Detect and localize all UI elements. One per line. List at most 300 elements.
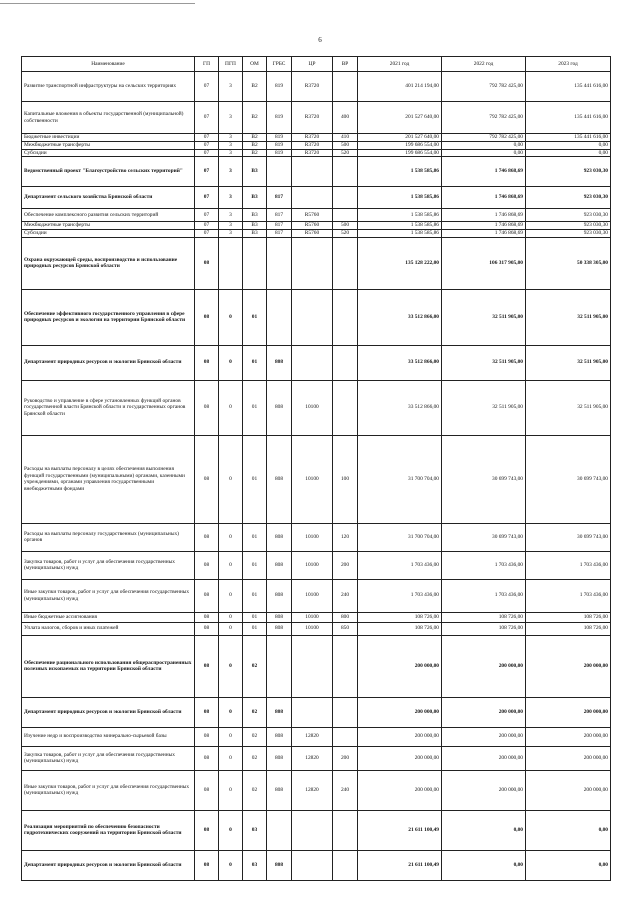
row-amount-2023: 32 511 905,00 bbox=[526, 380, 611, 435]
col-header-2022: 2022 год bbox=[442, 57, 526, 72]
row-gp: 07 bbox=[195, 209, 219, 222]
row-cr: R5760 bbox=[292, 209, 333, 222]
table-row bbox=[22, 289, 611, 345]
row-cr: 10100 bbox=[292, 380, 333, 435]
row-name: Обеспечение эффективного государственного управления в сфере природных ресурсов и экологии на территории Брянской области bbox=[22, 289, 195, 345]
row-gp: 08 bbox=[195, 697, 219, 727]
row-name: Межбюджетные трансферты bbox=[22, 222, 195, 230]
row-amount-2023: 923 030,30 bbox=[526, 230, 611, 238]
table-row bbox=[22, 850, 611, 880]
row-grbs: 808 bbox=[267, 727, 292, 746]
row-grbs: 808 bbox=[267, 579, 292, 612]
row-grbs: 808 bbox=[267, 746, 292, 770]
row-amount-2022: 1 746 868,69 bbox=[442, 222, 526, 230]
row-grbs: 819 bbox=[267, 141, 292, 149]
row-cr: 10100 bbox=[292, 612, 333, 622]
row-amount-2022: 200 000,00 bbox=[442, 727, 526, 746]
row-amount-2022: 30 699 743,00 bbox=[442, 435, 526, 523]
row-om bbox=[243, 237, 267, 289]
col-header-pgp: ПГП bbox=[219, 57, 243, 72]
row-grbs: 808 bbox=[267, 850, 292, 880]
table-row bbox=[22, 102, 611, 134]
row-amount-2022: 108 726,00 bbox=[442, 622, 526, 635]
row-vr: 410 bbox=[333, 134, 358, 142]
col-header-grbs: ГРБС bbox=[267, 57, 292, 72]
table-row bbox=[22, 222, 611, 230]
row-amount-2021: 200 000,00 bbox=[358, 727, 442, 746]
row-gp: 08 bbox=[195, 810, 219, 850]
row-name: Расходы на выплаты персоналу государственных (муниципальных) органов bbox=[22, 523, 195, 551]
row-grbs: 817 bbox=[267, 230, 292, 238]
row-grbs: 819 bbox=[267, 72, 292, 102]
table-row bbox=[22, 770, 611, 810]
row-pgp: 0 bbox=[219, 727, 243, 746]
row-om: 02 bbox=[243, 727, 267, 746]
row-amount-2022: 106 317 905,00 bbox=[442, 237, 526, 289]
row-vr: 500 bbox=[333, 222, 358, 230]
table-row bbox=[22, 622, 611, 635]
row-gp: 08 bbox=[195, 622, 219, 635]
table-row bbox=[22, 141, 611, 149]
row-vr bbox=[333, 289, 358, 345]
row-pgp: 0 bbox=[219, 435, 243, 523]
row-amount-2021: 31 700 704,00 bbox=[358, 435, 442, 523]
row-gp: 08 bbox=[195, 579, 219, 612]
row-vr bbox=[333, 697, 358, 727]
row-amount-2023: 923 030,30 bbox=[526, 157, 611, 187]
row-gp: 08 bbox=[195, 523, 219, 551]
table-row bbox=[22, 134, 611, 142]
row-pgp: 3 bbox=[219, 187, 243, 209]
row-pgp: 0 bbox=[219, 635, 243, 697]
row-amount-2021: 1 538 585,86 bbox=[358, 230, 442, 238]
row-gp: 07 bbox=[195, 72, 219, 102]
row-name: Субсидии bbox=[22, 230, 195, 238]
table-row bbox=[22, 230, 611, 238]
row-amount-2021: 1 703 436,00 bbox=[358, 579, 442, 612]
row-vr: 200 bbox=[333, 746, 358, 770]
row-amount-2021: 21 611 100,49 bbox=[358, 810, 442, 850]
row-amount-2022: 1 703 436,00 bbox=[442, 551, 526, 579]
row-vr: 240 bbox=[333, 579, 358, 612]
row-om: В3 bbox=[243, 222, 267, 230]
row-pgp: 0 bbox=[219, 523, 243, 551]
table-row bbox=[22, 157, 611, 187]
row-amount-2023: 200 000,00 bbox=[526, 770, 611, 810]
row-amount-2022: 200 000,00 bbox=[442, 697, 526, 727]
row-cr: R3720 bbox=[292, 149, 333, 157]
row-pgp: 0 bbox=[219, 697, 243, 727]
row-gp: 08 bbox=[195, 746, 219, 770]
row-cr: R3720 bbox=[292, 134, 333, 142]
row-name: Реализация мероприятий по обеспечению безопасности гидротехнических сооружений на территории Брянской области bbox=[22, 810, 195, 850]
row-amount-2021: 135 128 222,00 bbox=[358, 237, 442, 289]
row-gp: 08 bbox=[195, 612, 219, 622]
row-om: 01 bbox=[243, 612, 267, 622]
row-gp: 08 bbox=[195, 237, 219, 289]
row-vr bbox=[333, 157, 358, 187]
row-pgp: 3 bbox=[219, 72, 243, 102]
row-gp: 07 bbox=[195, 149, 219, 157]
row-om: 02 bbox=[243, 746, 267, 770]
row-amount-2021: 200 000,00 bbox=[358, 746, 442, 770]
row-grbs bbox=[267, 289, 292, 345]
row-gp: 08 bbox=[195, 380, 219, 435]
row-name: Бюджетные инвестиции bbox=[22, 134, 195, 142]
row-pgp: 3 bbox=[219, 157, 243, 187]
row-amount-2023: 923 030,30 bbox=[526, 222, 611, 230]
table-row bbox=[22, 345, 611, 380]
row-amount-2022: 32 511 905,00 bbox=[442, 345, 526, 380]
table-row bbox=[22, 149, 611, 157]
row-amount-2023: 0,00 bbox=[526, 149, 611, 157]
row-amount-2023: 50 338 305,00 bbox=[526, 237, 611, 289]
row-name: Департамент сельского хозяйства Брянской области bbox=[22, 187, 195, 209]
row-gp: 07 bbox=[195, 230, 219, 238]
row-amount-2023: 923 030,30 bbox=[526, 209, 611, 222]
row-cr bbox=[292, 157, 333, 187]
row-cr: R5760 bbox=[292, 222, 333, 230]
row-amount-2022: 200 000,00 bbox=[442, 635, 526, 697]
budget-table bbox=[21, 56, 611, 881]
row-amount-2022: 108 726,00 bbox=[442, 612, 526, 622]
row-pgp: 3 bbox=[219, 230, 243, 238]
row-gp: 07 bbox=[195, 102, 219, 134]
row-om: В2 bbox=[243, 149, 267, 157]
row-amount-2021: 200 000,00 bbox=[358, 635, 442, 697]
row-amount-2022: 0,00 bbox=[442, 850, 526, 880]
table-body bbox=[22, 72, 611, 881]
row-cr: R3720 bbox=[292, 141, 333, 149]
row-grbs bbox=[267, 237, 292, 289]
row-cr: 10100 bbox=[292, 579, 333, 612]
row-vr bbox=[333, 380, 358, 435]
row-om: В2 bbox=[243, 102, 267, 134]
row-amount-2023: 135 441 616,00 bbox=[526, 134, 611, 142]
row-amount-2022: 792 782 425,00 bbox=[442, 72, 526, 102]
row-pgp: 3 bbox=[219, 149, 243, 157]
row-grbs bbox=[267, 157, 292, 187]
row-amount-2022: 32 511 905,00 bbox=[442, 380, 526, 435]
row-vr: 520 bbox=[333, 149, 358, 157]
row-grbs: 808 bbox=[267, 622, 292, 635]
row-amount-2021: 33 512 866,00 bbox=[358, 289, 442, 345]
row-om: 02 bbox=[243, 697, 267, 727]
row-amount-2023: 108 726,00 bbox=[526, 612, 611, 622]
row-name: Иные закупки товаров, работ и услуг для обеспечения государственных (муниципальных) нужд bbox=[22, 579, 195, 612]
row-amount-2023: 0,00 bbox=[526, 850, 611, 880]
row-amount-2022: 1 746 868,69 bbox=[442, 209, 526, 222]
row-gp: 08 bbox=[195, 770, 219, 810]
row-amount-2023: 1 703 436,00 bbox=[526, 551, 611, 579]
row-amount-2021: 199 686 554,00 bbox=[358, 149, 442, 157]
row-name: Расходы на выплаты персоналу в целях обеспечения выполнения функций государственными (муниципальными) органами, казенными учреждениями, органами управления государственными внебюджетными фондами bbox=[22, 435, 195, 523]
row-cr bbox=[292, 810, 333, 850]
row-gp: 07 bbox=[195, 134, 219, 142]
row-pgp: 3 bbox=[219, 102, 243, 134]
row-vr bbox=[333, 237, 358, 289]
row-amount-2022: 0,00 bbox=[442, 149, 526, 157]
row-name: Охрана окружающей среды, воспроизводство и использование природных ресурсов Брянской области bbox=[22, 237, 195, 289]
row-om: 03 bbox=[243, 850, 267, 880]
row-amount-2023: 32 511 905,00 bbox=[526, 289, 611, 345]
row-vr bbox=[333, 187, 358, 209]
row-om: 01 bbox=[243, 435, 267, 523]
table-header-row bbox=[22, 57, 611, 72]
row-vr: 100 bbox=[333, 435, 358, 523]
row-om: В3 bbox=[243, 230, 267, 238]
row-om: 03 bbox=[243, 810, 267, 850]
row-amount-2023: 923 030,30 bbox=[526, 187, 611, 209]
row-gp: 07 bbox=[195, 222, 219, 230]
row-amount-2023: 30 699 743,00 bbox=[526, 435, 611, 523]
row-amount-2023: 200 000,00 bbox=[526, 746, 611, 770]
row-cr: 12820 bbox=[292, 727, 333, 746]
table-row bbox=[22, 746, 611, 770]
row-amount-2022: 1 703 436,00 bbox=[442, 579, 526, 612]
row-om: 01 bbox=[243, 380, 267, 435]
row-gp: 07 bbox=[195, 141, 219, 149]
row-om: 01 bbox=[243, 289, 267, 345]
col-header-om: ОМ bbox=[243, 57, 267, 72]
row-amount-2022: 1 746 868,69 bbox=[442, 157, 526, 187]
row-amount-2021: 33 512 866,00 bbox=[358, 345, 442, 380]
row-amount-2021: 21 611 100,49 bbox=[358, 850, 442, 880]
row-cr bbox=[292, 345, 333, 380]
row-gp: 07 bbox=[195, 157, 219, 187]
row-gp: 08 bbox=[195, 727, 219, 746]
row-gp: 08 bbox=[195, 635, 219, 697]
row-name: Субсидии bbox=[22, 149, 195, 157]
row-amount-2022: 1 746 868,69 bbox=[442, 187, 526, 209]
col-header-vr: ВР bbox=[333, 57, 358, 72]
row-grbs: 819 bbox=[267, 149, 292, 157]
row-cr bbox=[292, 187, 333, 209]
row-cr: 12820 bbox=[292, 746, 333, 770]
row-vr: 850 bbox=[333, 622, 358, 635]
row-gp: 07 bbox=[195, 187, 219, 209]
row-pgp: 0 bbox=[219, 380, 243, 435]
row-amount-2023: 200 000,00 bbox=[526, 635, 611, 697]
row-gp: 08 bbox=[195, 435, 219, 523]
row-name: Уплата налогов, сборов и иных платежей bbox=[22, 622, 195, 635]
row-amount-2022: 200 000,00 bbox=[442, 746, 526, 770]
row-vr bbox=[333, 635, 358, 697]
table-row bbox=[22, 635, 611, 697]
row-gp: 08 bbox=[195, 850, 219, 880]
row-om: В3 bbox=[243, 187, 267, 209]
row-name: Иные бюджетные ассигнования bbox=[22, 612, 195, 622]
col-header-gp: ГП bbox=[195, 57, 219, 72]
row-amount-2023: 200 000,00 bbox=[526, 727, 611, 746]
row-om: В3 bbox=[243, 209, 267, 222]
row-amount-2023: 135 441 616,00 bbox=[526, 72, 611, 102]
row-grbs: 819 bbox=[267, 102, 292, 134]
row-grbs: 817 bbox=[267, 187, 292, 209]
row-cr bbox=[292, 697, 333, 727]
row-vr: 520 bbox=[333, 230, 358, 238]
row-vr: 120 bbox=[333, 523, 358, 551]
row-amount-2021: 1 538 585,86 bbox=[358, 157, 442, 187]
top-rule bbox=[0, 3, 195, 4]
row-grbs: 817 bbox=[267, 222, 292, 230]
row-amount-2022: 30 699 743,00 bbox=[442, 523, 526, 551]
row-vr: 800 bbox=[333, 612, 358, 622]
row-pgp: 0 bbox=[219, 746, 243, 770]
row-pgp: 0 bbox=[219, 810, 243, 850]
table-row bbox=[22, 810, 611, 850]
row-gp: 08 bbox=[195, 551, 219, 579]
row-cr: 10100 bbox=[292, 523, 333, 551]
row-cr bbox=[292, 635, 333, 697]
row-om: 01 bbox=[243, 551, 267, 579]
row-pgp: 0 bbox=[219, 622, 243, 635]
row-name: Департамент природных ресурсов и экологии Брянской области bbox=[22, 345, 195, 380]
row-amount-2023: 0,00 bbox=[526, 810, 611, 850]
row-pgp: 3 bbox=[219, 141, 243, 149]
row-pgp: 0 bbox=[219, 612, 243, 622]
table-row bbox=[22, 612, 611, 622]
row-amount-2021: 1 538 585,86 bbox=[358, 187, 442, 209]
row-grbs: 819 bbox=[267, 134, 292, 142]
table-row bbox=[22, 237, 611, 289]
row-om: 01 bbox=[243, 523, 267, 551]
row-pgp bbox=[219, 237, 243, 289]
row-grbs: 817 bbox=[267, 209, 292, 222]
row-name: Руководство и управление в сфере установленных функций органов государственной власти Брянской области и государственных органов Брянской области bbox=[22, 380, 195, 435]
row-grbs bbox=[267, 810, 292, 850]
col-header-2021: 2021 год bbox=[358, 57, 442, 72]
row-name: Закупка товаров, работ и услуг для обеспечения государственных (муниципальных) нужд bbox=[22, 746, 195, 770]
row-name: Ведомственный проект "Благоустройство сельских территорий" bbox=[22, 157, 195, 187]
row-amount-2021: 1 538 585,86 bbox=[358, 209, 442, 222]
row-grbs: 808 bbox=[267, 345, 292, 380]
row-cr: 12820 bbox=[292, 770, 333, 810]
row-amount-2021: 31 700 704,00 bbox=[358, 523, 442, 551]
table-row bbox=[22, 579, 611, 612]
row-grbs: 808 bbox=[267, 380, 292, 435]
row-amount-2022: 792 782 425,00 bbox=[442, 134, 526, 142]
row-amount-2021: 108 726,00 bbox=[358, 612, 442, 622]
row-amount-2023: 1 703 436,00 bbox=[526, 579, 611, 612]
table-row bbox=[22, 435, 611, 523]
row-name: Закупка товаров, работ и услуг для обеспечения государственных (муниципальных) нужд bbox=[22, 551, 195, 579]
table-row bbox=[22, 697, 611, 727]
row-amount-2021: 1 538 585,86 bbox=[358, 222, 442, 230]
row-gp: 08 bbox=[195, 345, 219, 380]
row-amount-2023: 32 511 905,00 bbox=[526, 345, 611, 380]
row-cr: R5760 bbox=[292, 230, 333, 238]
row-om: В2 bbox=[243, 134, 267, 142]
row-amount-2023: 30 699 743,00 bbox=[526, 523, 611, 551]
row-amount-2022: 200 000,00 bbox=[442, 770, 526, 810]
row-name: Иные закупки товаров, работ и услуг для обеспечения государственных (муниципальных) нужд bbox=[22, 770, 195, 810]
row-amount-2023: 108 726,00 bbox=[526, 622, 611, 635]
row-pgp: 3 bbox=[219, 222, 243, 230]
row-amount-2021: 199 686 554,00 bbox=[358, 141, 442, 149]
row-grbs: 808 bbox=[267, 770, 292, 810]
row-name: Изучение недр и воспроизводство минерально-сырьевой базы bbox=[22, 727, 195, 746]
table-row bbox=[22, 523, 611, 551]
row-name: Капитальные вложения в объекты государственной (муниципальной) собственности bbox=[22, 102, 195, 134]
row-vr bbox=[333, 850, 358, 880]
row-vr bbox=[333, 810, 358, 850]
row-amount-2021: 1 703 436,00 bbox=[358, 551, 442, 579]
table-row bbox=[22, 380, 611, 435]
row-amount-2023: 0,00 bbox=[526, 141, 611, 149]
row-om: 01 bbox=[243, 622, 267, 635]
row-cr bbox=[292, 850, 333, 880]
row-cr: R3720 bbox=[292, 72, 333, 102]
row-vr bbox=[333, 209, 358, 222]
row-om: В3 bbox=[243, 157, 267, 187]
row-name: Развитие транспортной инфраструктуры на сельских территориях bbox=[22, 72, 195, 102]
row-grbs: 808 bbox=[267, 523, 292, 551]
row-amount-2021: 201 527 640,00 bbox=[358, 134, 442, 142]
row-amount-2022: 0,00 bbox=[442, 810, 526, 850]
row-vr: 500 bbox=[333, 141, 358, 149]
row-om: В2 bbox=[243, 72, 267, 102]
row-amount-2022: 792 782 425,00 bbox=[442, 102, 526, 134]
row-amount-2021: 401 214 194,00 bbox=[358, 72, 442, 102]
row-amount-2022: 1 746 868,69 bbox=[442, 230, 526, 238]
row-name: Обеспечение рационального использования общераспространенных полезных ископаемых на территории Брянской области bbox=[22, 635, 195, 697]
row-cr bbox=[292, 237, 333, 289]
row-grbs: 808 bbox=[267, 612, 292, 622]
row-amount-2023: 200 000,00 bbox=[526, 697, 611, 727]
row-pgp: 3 bbox=[219, 209, 243, 222]
row-vr bbox=[333, 727, 358, 746]
col-header-name: Наименование bbox=[22, 57, 195, 72]
row-vr bbox=[333, 345, 358, 380]
table-row bbox=[22, 209, 611, 222]
row-pgp: 0 bbox=[219, 551, 243, 579]
col-header-cr: ЦР bbox=[292, 57, 333, 72]
row-amount-2022: 32 511 905,00 bbox=[442, 289, 526, 345]
row-gp: 08 bbox=[195, 289, 219, 345]
row-cr bbox=[292, 289, 333, 345]
row-grbs: 808 bbox=[267, 435, 292, 523]
row-name: Обеспечение комплексного развития сельских территорий bbox=[22, 209, 195, 222]
row-cr: R3720 bbox=[292, 102, 333, 134]
row-cr: 10100 bbox=[292, 551, 333, 579]
table-row bbox=[22, 551, 611, 579]
table-row bbox=[22, 727, 611, 746]
row-pgp: 3 bbox=[219, 134, 243, 142]
row-pgp: 0 bbox=[219, 579, 243, 612]
row-cr: 10100 bbox=[292, 622, 333, 635]
row-om: 01 bbox=[243, 579, 267, 612]
row-grbs: 808 bbox=[267, 697, 292, 727]
table-row bbox=[22, 187, 611, 209]
row-name: Департамент природных ресурсов и экологии Брянской области bbox=[22, 850, 195, 880]
row-vr bbox=[333, 72, 358, 102]
row-vr: 240 bbox=[333, 770, 358, 810]
row-cr: 10100 bbox=[292, 435, 333, 523]
row-vr: 200 bbox=[333, 551, 358, 579]
row-grbs bbox=[267, 635, 292, 697]
row-amount-2021: 108 726,00 bbox=[358, 622, 442, 635]
table-row bbox=[22, 72, 611, 102]
row-om: 02 bbox=[243, 635, 267, 697]
row-amount-2022: 0,00 bbox=[442, 141, 526, 149]
row-amount-2021: 201 527 640,00 bbox=[358, 102, 442, 134]
row-name: Департамент природных ресурсов и экологии Брянской области bbox=[22, 697, 195, 727]
row-amount-2021: 33 512 866,00 bbox=[358, 380, 442, 435]
row-amount-2021: 200 000,00 bbox=[358, 770, 442, 810]
row-grbs: 808 bbox=[267, 551, 292, 579]
page-number: 6 bbox=[318, 36, 322, 44]
